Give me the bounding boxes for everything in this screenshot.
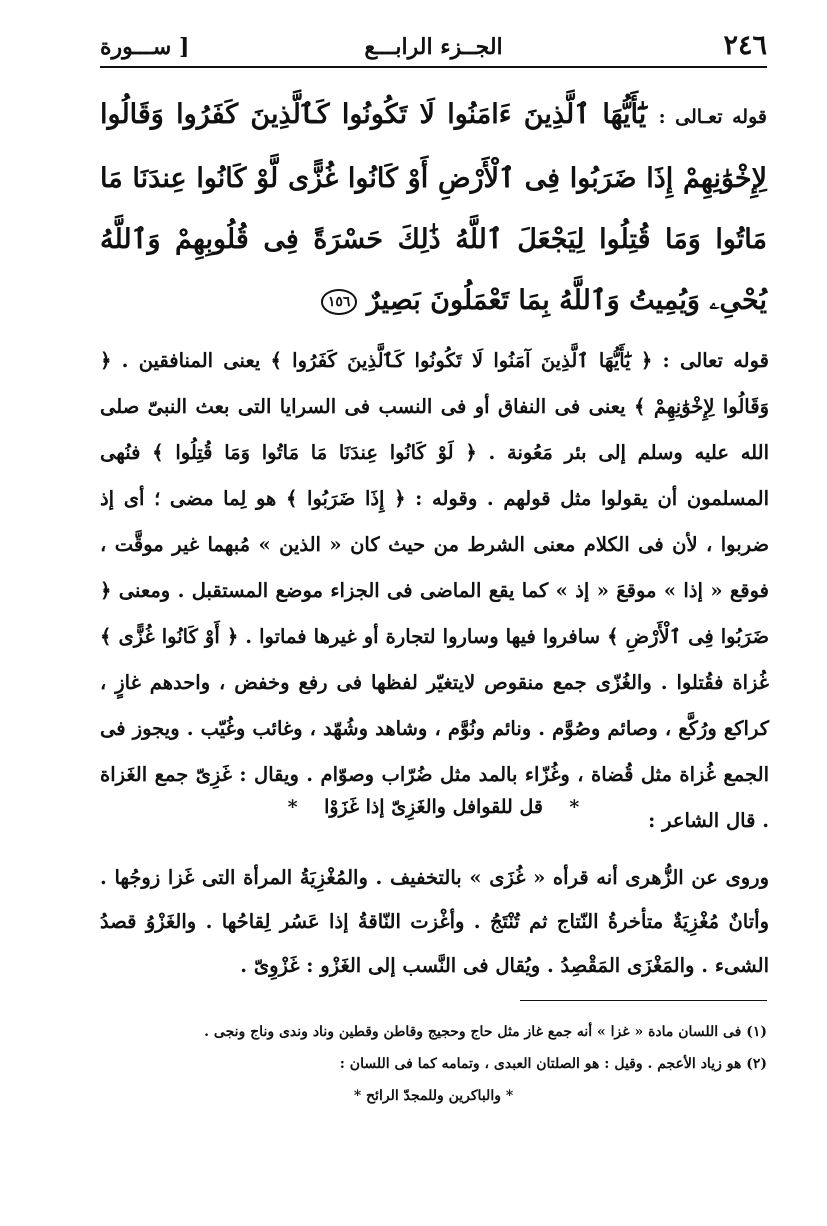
footnote-divider: [520, 1000, 767, 1001]
poem-text: قل للقوافل والغَزِىّ إذا غَزَوْا: [324, 796, 543, 818]
ayah-number-badge: ١٥٦: [321, 289, 358, 315]
poem-line: [100, 796, 767, 818]
poem-star-right: *: [569, 796, 580, 818]
footnote-2: (٢) هو زياد الأعجم . وقيل : هو الصلتان العبدى ، وتمامه كما فى اللسان :: [339, 1056, 767, 1072]
header-divider: [100, 66, 767, 68]
footnote-1: (١) فى اللسان مادة « غزا » أنه جمع غاز مثل حاج وحجيج وقاطن وقطين وناد وندى وناج ونجى .: [204, 1024, 767, 1040]
verse-lead: قوله تعـالى :: [658, 106, 767, 128]
surah-label: [ ســـورة: [100, 34, 190, 60]
footnotes: [100, 1016, 767, 1112]
verse-text: يَٰٓأَيُّهَا ٱلَّذِينَ ءَامَنُوا لَا تَكُونُوا كَٱلَّذِينَ كَفَرُوا وَقَالُوا لِإِخْوَٰنِهِمْ إِذَا ضَرَبُوا فِى ٱلْأَرْضِ أَوْ كَانُوا غُزًّى لَّوْ كَانُوا عِندَنَا مَا مَاتُوا وَمَا قُتِلُوا لِيَجْعَلَ ٱللَّهُ ذَٰلِكَ حَسْرَةً فِى قُلُوبِهِمْ وَٱللَّهُ يُحْىِۦ وَيُمِيتُ وَٱللَّهُ بِمَا تَعْمَلُونَ بَصِيرٌ: [100, 99, 767, 316]
quran-verse: [100, 84, 767, 331]
running-title: الجــزء الرابـــع: [364, 34, 503, 60]
after-poem-text: وروى عن الزُّهرى أنه قرأه « غُزَى » بالتخفيف . والمُغْزِيَةُ المرأة التى غَزا زوجُها . وأتانٌ مُغْزِيَةٌ متأخرةُ النّتاج ثم تُنْتَجُ . وأغْزت النّاقةُ إذا عَسُر لِقاحُها . والغَزْوُ قصدُ الشىء . والمَغْزَى المَقْصِدُ . ويُقال فى النَّسب إلى الغَزْو : غَزْوِىّ .: [100, 866, 769, 977]
footnote-2-verse: * والباكرين وللمجدّ الرائح *: [353, 1088, 514, 1104]
commentary-text: قوله تعالى : ﴿ يَٰٓأَيُّهَا ٱلَّذِينَ آمَنُوا لَا تَكُونُوا كَٱلَّذِينَ كَفَرُوا ﴾ يعنى المنافقين . ﴿ وَقَالُوا لِإِخْوَٰنِهِمْ ﴾ يعنى فى النفاق أو فى النسب فى السرايا التى بعث النبىّ صلى الله عليه وسلم إلى بئر مَعُونة . ﴿ لَوْ كَانُوا عِندَنَا مَا مَاتُوا وَمَا قُتِلُوا ﴾ فنُهى المسلمون أن يقولوا مثل قولهم . وقوله : ﴿ إِذَا ضَرَبُوا ﴾ هو لِما مضى ؛ أى إذ ضربوا ، لأن فى الكلام معنى الشرط من حيث كان « الذين » مُبهما غير موقَّت ، فوقع « إذا » موقعَ « إذ » كما يقع الماضى فى الجزاء موضع المستقبل . ومعنى ﴿ ضَرَبُوا فِى ٱلْأَرْضِ ﴾ سافروا فيها وساروا لتجارة أو غيرها فماتوا . ﴿ أَوْ كَانُوا غُزًّى ﴾ غُزاة فقُتلوا . والغُزّى جمع منقوص لايتغيّر لفظها فى رفع وخفض ، واحدهم غازٍ ، كراكع ورُكَّع ، وصائم وصُوَّم . ونائم ونُوَّم ، وشاهد وشُهّد ، وغائب وغُيّب . ويجوز فى الجمع غُزاة مثل قُضاة ، وغُزّاء بالمد مثل ضُرّاب وصوّام . ويقال : غَزِىّ جمع الغَزاة . قال الشاعر :: [100, 349, 769, 832]
page-number: ٢٤٦: [723, 30, 767, 61]
poem-star-left: *: [287, 796, 298, 818]
